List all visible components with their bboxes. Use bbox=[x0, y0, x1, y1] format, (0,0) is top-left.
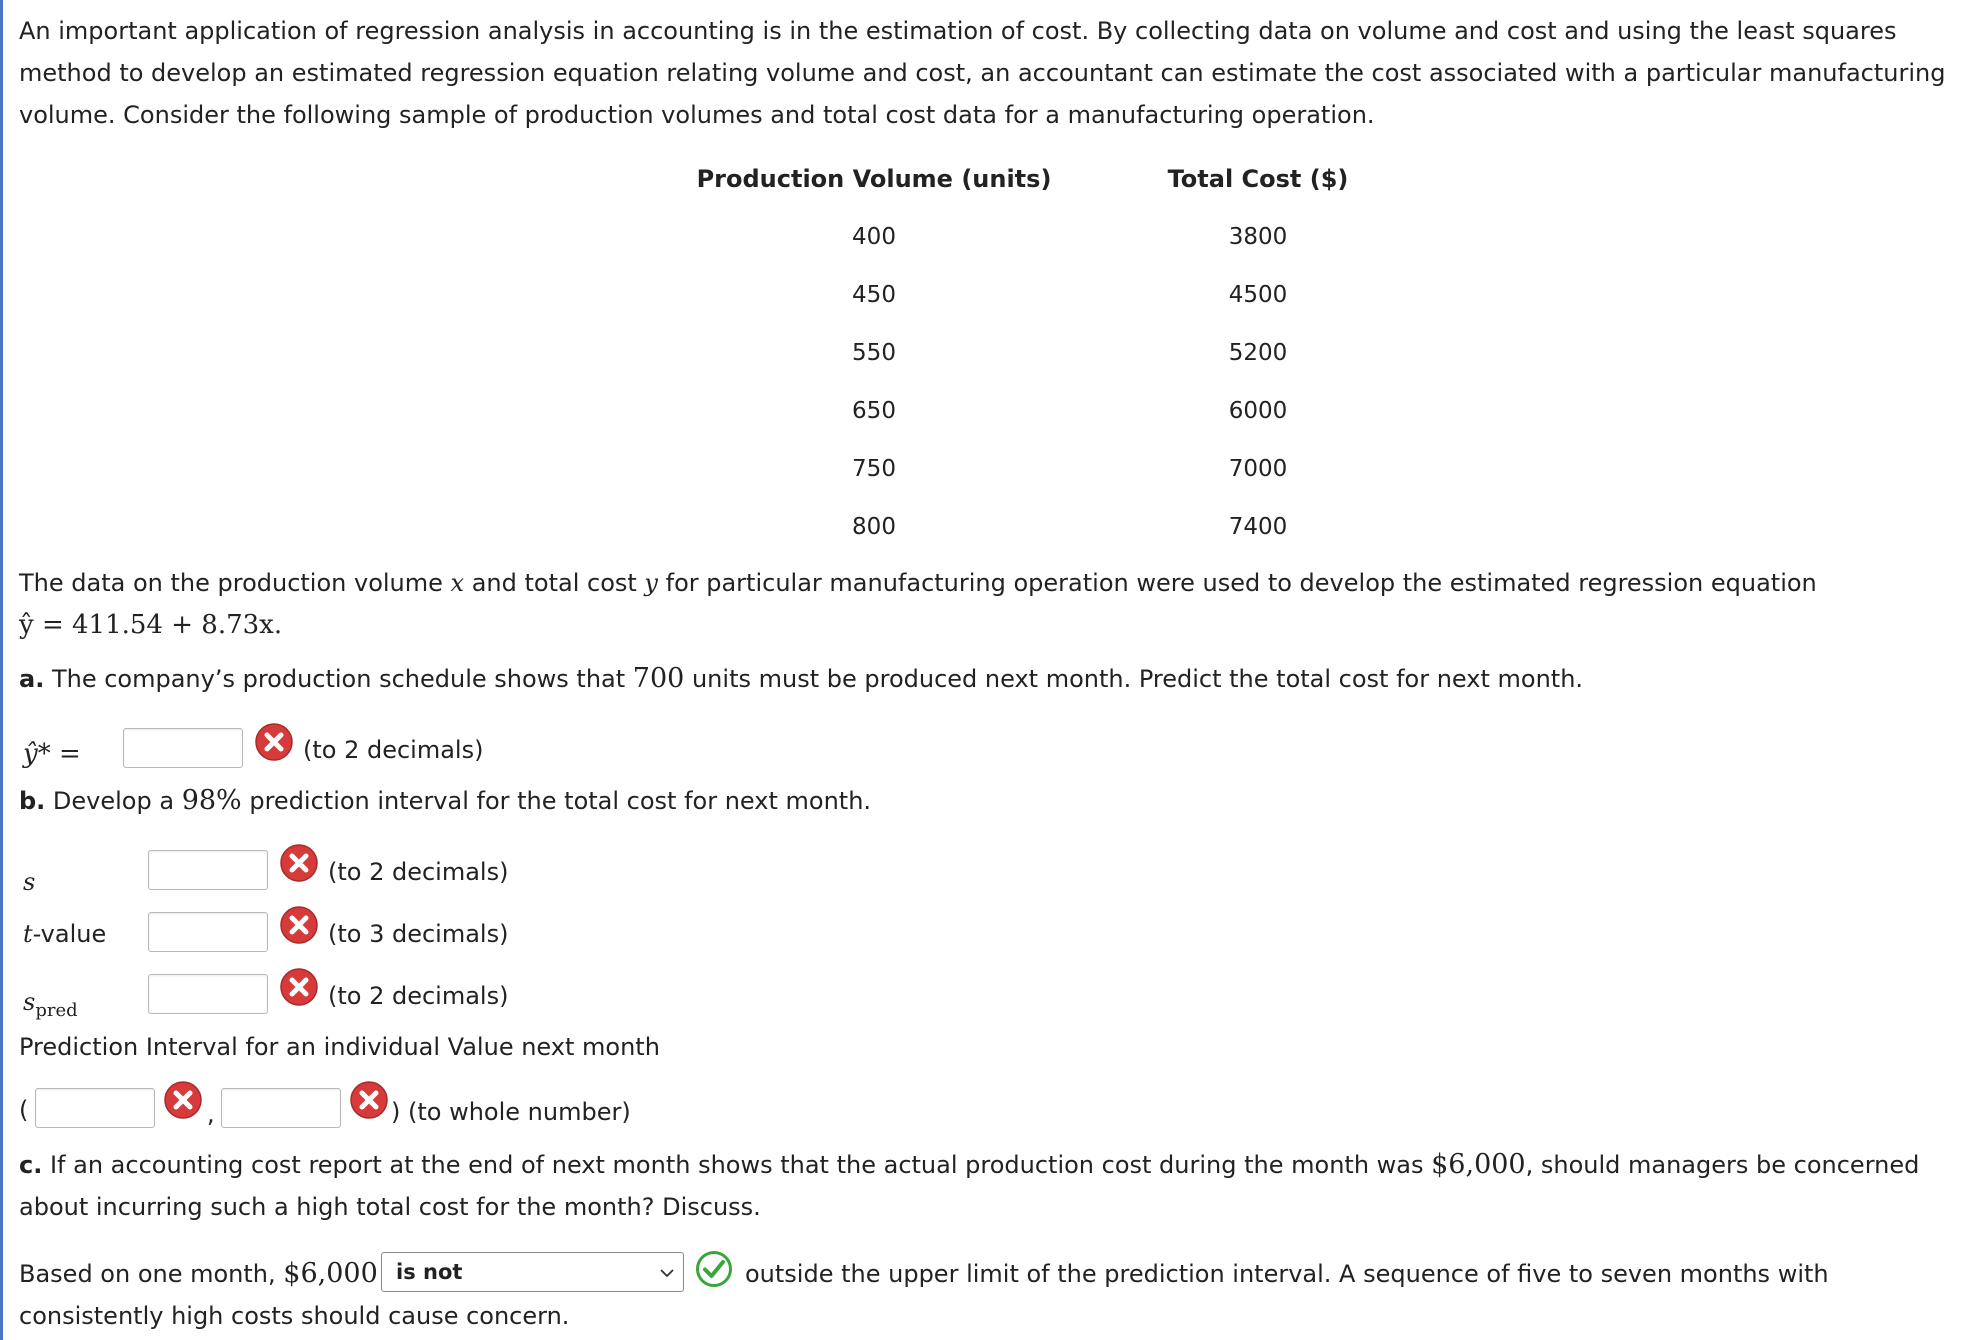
interval-hint: ) (to whole number) bbox=[391, 1098, 631, 1126]
part-c-answer-final: consistently high costs should cause concern. bbox=[19, 1302, 570, 1330]
part-c-text-b: , should managers be concerned about incurring such a high total cost for the month? Discuss. bbox=[19, 1151, 1920, 1221]
dropdown-selected-value: is not bbox=[396, 1260, 463, 1284]
regression-text-c: for particular manufacturing operation were used to develop the estimated regression equation bbox=[657, 569, 1817, 597]
answer-amount: $6,000 bbox=[283, 1258, 378, 1289]
header-total-cost: Total Cost ($) bbox=[1167, 165, 1349, 193]
incorrect-x-icon bbox=[254, 722, 294, 762]
y-hat-star-hint: (to 2 decimals) bbox=[303, 736, 484, 764]
t-value-input[interactable] bbox=[148, 912, 268, 952]
interval-lower-input[interactable] bbox=[35, 1088, 155, 1128]
volume-cell: 750 bbox=[852, 456, 896, 482]
s-input[interactable] bbox=[148, 850, 268, 890]
table-row bbox=[675, 382, 1443, 440]
table-row bbox=[675, 208, 1443, 266]
part-b-letter: b. bbox=[19, 787, 46, 815]
part-a-letter: a. bbox=[19, 665, 45, 693]
regression-equation: ŷ = 411.54 + 8.73x. bbox=[19, 610, 283, 640]
s-pred-label bbox=[23, 982, 78, 1031]
part-b-question bbox=[19, 780, 871, 822]
interval-upper-input[interactable] bbox=[221, 1088, 341, 1128]
volume-cell: 800 bbox=[852, 514, 896, 540]
volume-cell: 400 bbox=[852, 224, 896, 250]
incorrect-x-icon bbox=[279, 843, 319, 883]
part-b-text-a: Develop a bbox=[45, 787, 182, 815]
t-value-hint: (to 3 decimals) bbox=[328, 920, 509, 948]
y-hat-star-input[interactable] bbox=[123, 728, 243, 768]
volume-cell: 450 bbox=[852, 282, 896, 308]
regression-text bbox=[19, 562, 1817, 604]
part-c-answer-tail: outside the upper limit of the prediction interval. A sequence of five to seven months with bbox=[745, 1260, 1829, 1288]
part-c-amount: $6,000 bbox=[1431, 1149, 1526, 1180]
incorrect-x-icon bbox=[279, 967, 319, 1007]
var-x: x bbox=[450, 569, 465, 597]
incorrect-x-icon bbox=[163, 1080, 203, 1120]
cost-cell: 4500 bbox=[1228, 282, 1288, 308]
is-not-dropdown[interactable] bbox=[381, 1252, 684, 1292]
part-a-text-a: The company’s production schedule shows that bbox=[44, 665, 633, 693]
part-a-text-b: units must be produced next month. Predict the total cost for next month. bbox=[684, 665, 1584, 693]
chevron-down-icon bbox=[659, 1265, 675, 1281]
cost-cell: 5200 bbox=[1228, 340, 1288, 366]
incorrect-x-icon bbox=[349, 1080, 389, 1120]
part-c-question bbox=[19, 1144, 1949, 1228]
open-paren: ( bbox=[19, 1096, 29, 1124]
t-label-rest: -value bbox=[32, 920, 107, 948]
t-var: t bbox=[23, 920, 33, 948]
s-pred-input[interactable] bbox=[148, 974, 268, 1014]
cost-cell: 3800 bbox=[1228, 224, 1288, 250]
part-c-letter: c. bbox=[19, 1151, 43, 1179]
table-row bbox=[675, 266, 1443, 324]
regression-text-a: The data on the production volume bbox=[19, 569, 451, 597]
incorrect-x-icon bbox=[279, 905, 319, 945]
s-hint: (to 2 decimals) bbox=[328, 858, 509, 886]
part-c-text-a: If an accounting cost report at the end of next month shows that the actual production cost during the month was bbox=[42, 1151, 1432, 1179]
header-production-volume: Production Volume (units) bbox=[696, 165, 1052, 193]
s-pred-var: s bbox=[23, 988, 36, 1016]
interval-label: Prediction Interval for an individual Value next month bbox=[19, 1033, 660, 1061]
s-label: s bbox=[23, 868, 36, 896]
cost-cell: 7400 bbox=[1228, 514, 1288, 540]
volume-cell: 550 bbox=[852, 340, 896, 366]
table-row bbox=[675, 440, 1443, 498]
cost-cell: 7000 bbox=[1228, 456, 1288, 482]
part-b-text-b: prediction interval for the total cost for next month. bbox=[241, 787, 872, 815]
t-value-label bbox=[23, 914, 106, 954]
part-a-units: 700 bbox=[632, 663, 685, 694]
regression-text-b: and total cost bbox=[464, 569, 645, 597]
part-b-percent: 98% bbox=[181, 785, 242, 816]
table-header-row bbox=[675, 150, 1443, 208]
data-table bbox=[675, 150, 1443, 556]
cost-cell: 6000 bbox=[1228, 398, 1288, 424]
intro-paragraph: An important application of regression analysis in accounting is in the estimation of cost. By collecting data on volume and cost and using the least squares method to develop an estimated regression equation relating volume and cost, an accountant can estimate the cost associated with a particular manufacturing volume. Consider the following sample of production volumes and total cost data for a manufacturing operation. bbox=[19, 17, 1946, 129]
interval-comma: , bbox=[207, 1100, 215, 1128]
answer-text-a: Based on one month, bbox=[19, 1260, 284, 1288]
y-hat-star-label: ŷ* = bbox=[23, 739, 81, 769]
s-pred-hint: (to 2 decimals) bbox=[328, 982, 509, 1010]
part-a-question bbox=[19, 658, 1583, 700]
var-y: y bbox=[644, 569, 658, 597]
table-row bbox=[675, 498, 1443, 556]
volume-cell: 650 bbox=[852, 398, 896, 424]
s-pred-subscript: pred bbox=[35, 1000, 78, 1021]
part-c-answer-lead bbox=[19, 1254, 378, 1294]
correct-check-icon bbox=[695, 1250, 733, 1288]
table-row bbox=[675, 324, 1443, 382]
